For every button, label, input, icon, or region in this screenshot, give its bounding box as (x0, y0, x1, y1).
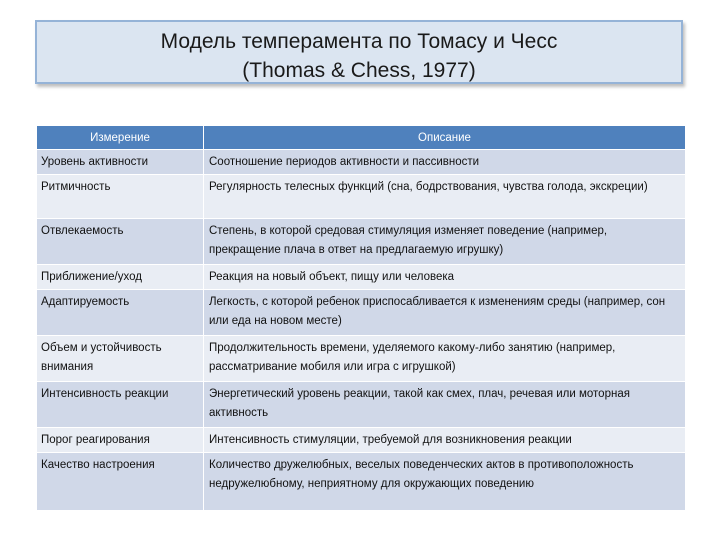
table-row (37, 453, 686, 511)
header-dimension: Измерение (37, 126, 204, 150)
dimension-cell: Приближение/уход (37, 265, 204, 290)
dimension-cell: Отвлекаемость (37, 219, 204, 265)
title-box (35, 20, 683, 84)
description-cell: Интенсивность стимуляции, требуемой для возникновения реакции (204, 428, 686, 453)
dimension-cell: Порог реагирования (37, 428, 204, 453)
dimension-cell: Уровень активности (37, 150, 204, 175)
table-row (37, 265, 686, 290)
header-description: Описание (204, 126, 686, 150)
table-row (37, 382, 686, 428)
description-cell: Энергетический уровень реакции, такой как смех, плач, речевая или моторная активность (204, 382, 686, 428)
table-row (37, 175, 686, 219)
dimension-cell: Объем и устойчивость внимания (37, 336, 204, 382)
table-row (37, 150, 686, 175)
table-row (37, 219, 686, 265)
dimension-cell: Ритмичность (37, 175, 204, 219)
dimension-cell: Качество настроения (37, 453, 204, 511)
description-cell: Реакция на новый объект, пищу или человека (204, 265, 686, 290)
description-cell: Соотношение периодов активности и пассивности (204, 150, 686, 175)
table-row (37, 336, 686, 382)
temperament-table (36, 125, 686, 511)
description-cell: Продолжительность времени, уделяемого какому-либо занятию (например, рассматривание мобиля или игра с игрушкой) (204, 336, 686, 382)
description-cell: Степень, в которой средовая стимуляция изменяет поведение (например, прекращение плача в ответ на предлагаемую игрушку) (204, 219, 686, 265)
title-line-1: Модель темперамента по Томасу и Чесс (160, 30, 558, 53)
table-row (37, 290, 686, 336)
table-row (37, 428, 686, 453)
description-cell: Количество дружелюбных, веселых поведенческих актов в противоположность недружелюбному, неприятному для окружающих поведению (204, 453, 686, 511)
dimension-cell: Адаптируемость (37, 290, 204, 336)
description-cell: Регулярность телесных функций (сна, бодрствования, чувства голода, экскреции) (204, 175, 686, 219)
table-header-row (37, 126, 686, 150)
dimension-cell: Интенсивность реакции (37, 382, 204, 428)
title-line-2: (Thomas & Chess, 1977) (242, 59, 476, 82)
description-cell: Легкость, с которой ребенок приспосабливается к изменениям среды (например, сон или еда на новом месте) (204, 290, 686, 336)
